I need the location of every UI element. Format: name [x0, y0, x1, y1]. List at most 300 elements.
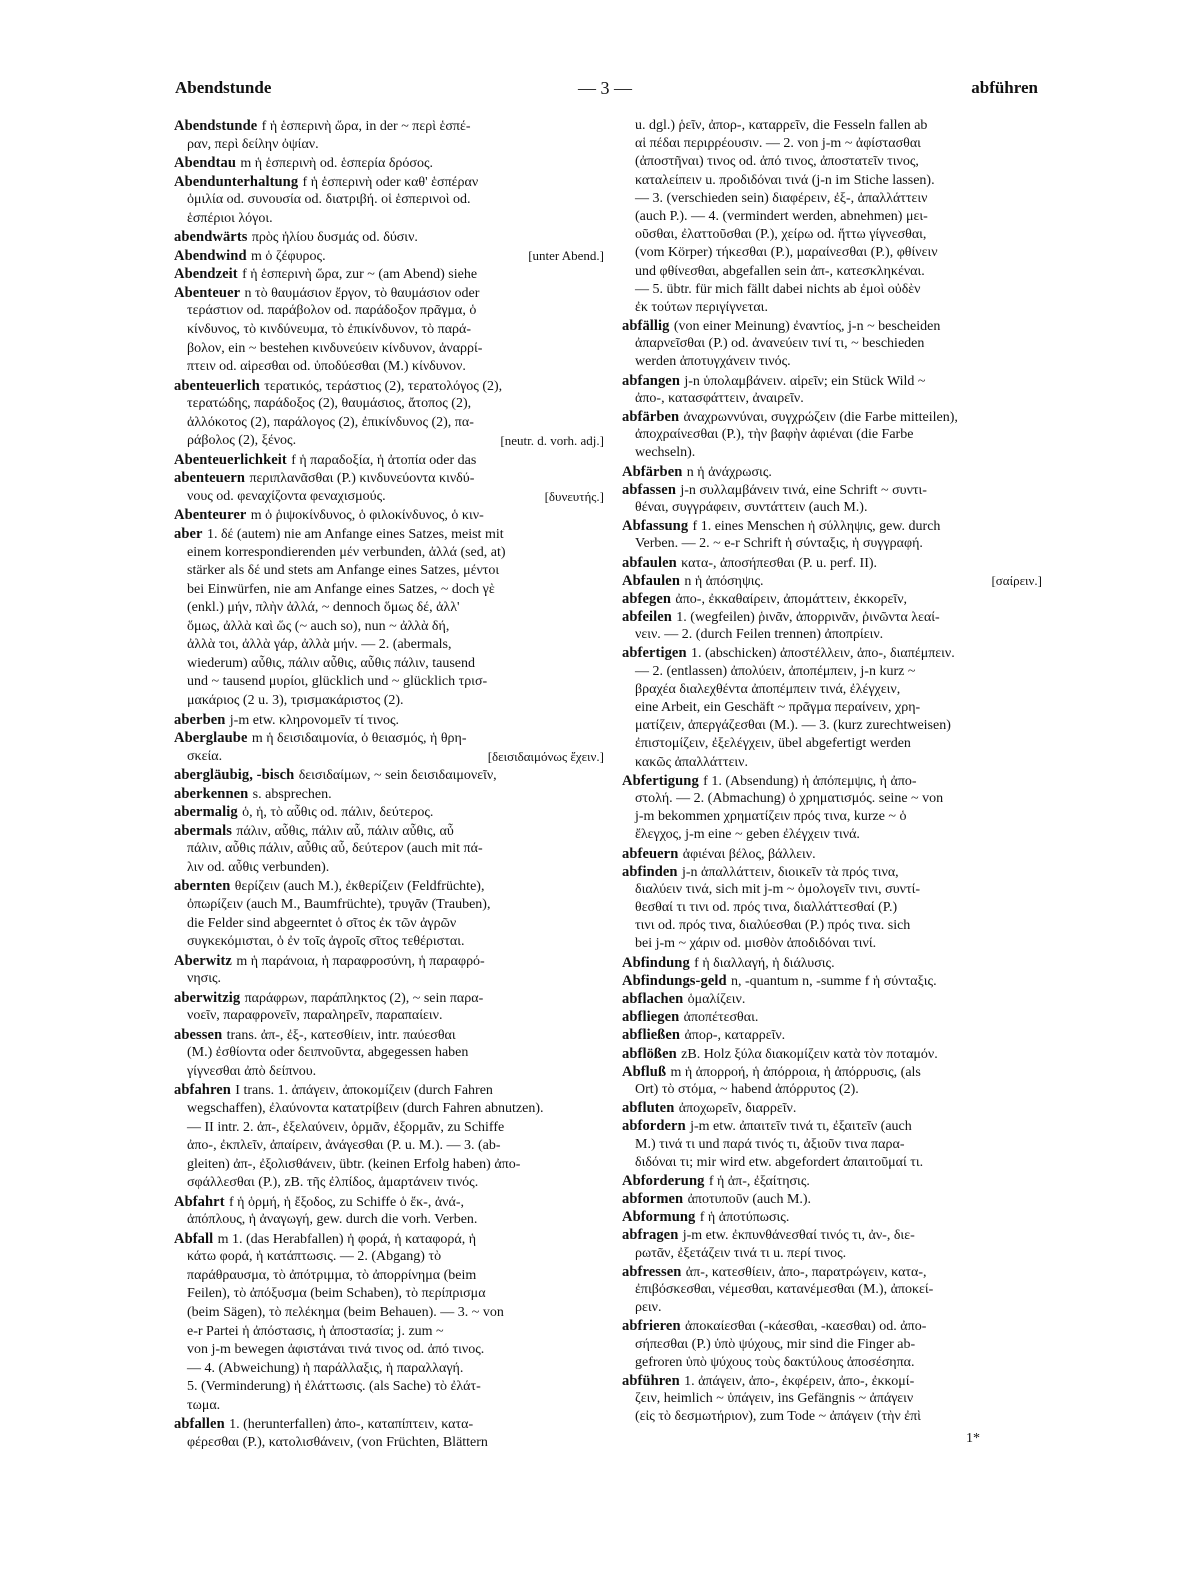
continuation-line: [622, 426, 1042, 444]
headword: abfließen: [622, 1027, 681, 1044]
entry-text: ρειν.: [635, 1300, 662, 1316]
continuation-line: [622, 735, 1042, 753]
entry-line: [622, 1008, 1042, 1026]
entry-text: zB. Holz ξύλα διακομίζειν κατὰ τὸν ποταμόν.: [681, 1046, 938, 1062]
line-content: [174, 265, 477, 285]
headword: abfragen: [622, 1227, 679, 1244]
line-content: [622, 590, 907, 609]
entry-text: — II intr. 2. ἀπ-, ἐξελαύνειν, ὁρμᾶν, ἐξορμᾶν, zu Schiffe: [187, 1119, 505, 1135]
entry-text: ἔλεγχος, j-m eine ~ geben ἐλέγχειν τινά.: [635, 827, 860, 843]
continuation-line: [174, 692, 604, 711]
line-content: [174, 1193, 464, 1213]
line-content: [635, 353, 791, 371]
headword: abfliegen: [622, 1009, 680, 1026]
headword: abergläubig, -bisch: [174, 767, 295, 784]
entry-text: bei j-m ~ χάριν od. μισθὸν ἀποδιδόναι τινί.: [635, 936, 877, 952]
entry-text: (auch P.). — 4. (vermindert werden, abnehmen) μει-: [635, 208, 928, 224]
line-content: [174, 1230, 476, 1250]
entry-line: [174, 525, 604, 544]
line-content: [187, 1174, 478, 1193]
continuation-line: [174, 488, 604, 507]
line-content: [635, 226, 926, 244]
entry-text: πάλιν, αὖθις πάλιν, αὖθις αὖ, δεύτερον (auch mit πά-: [187, 841, 483, 857]
continuation-line: [174, 191, 604, 210]
bracket-continuation: [δεισιδαιμόνως ἔχειν.]: [487, 748, 604, 764]
entry-text: n, -quantum n, -summe f ἡ σύνταξις.: [731, 973, 937, 989]
line-content: [622, 408, 958, 427]
entry-text: τωμα.: [187, 1397, 221, 1413]
entry-line: [622, 372, 1042, 390]
entry-line: [622, 608, 1042, 626]
continuation-line: [622, 935, 1042, 953]
entry-text: f ἡ παραδοξία, ἡ ἀτοπία oder das: [291, 452, 477, 468]
entry-text: παράθραυσμα, τὸ ἀπότριμμα, τὸ ἀπορρίνημα (beim: [187, 1267, 477, 1283]
entry-text: σκεία.: [187, 748, 223, 764]
continuation-line: [174, 1341, 604, 1360]
entry-text: die Felder sind abgeerntet ὁ σῖτος ἐκ τῶν ἀγρῶν: [187, 915, 457, 931]
line-content: [635, 935, 876, 953]
headword: abfaulen: [622, 554, 677, 571]
entry-text: νησις.: [187, 971, 222, 987]
continuation-line: [174, 673, 604, 692]
line-content: [187, 618, 449, 637]
entry-text: e-r Partei ἡ ἀπόστασις, ἡ ἀποστασία; j. zum ~: [187, 1323, 444, 1339]
headword: Abfall: [174, 1230, 214, 1247]
continuation-line: [174, 933, 604, 952]
line-content: [635, 1245, 846, 1263]
entry-text: θέναι, συγγράφειν, συντάττειν (auch M.).: [635, 499, 868, 515]
line-content: [622, 845, 816, 864]
continuation-line: [174, 1211, 604, 1230]
bracket-continuation: [neutr. d. vorh. adj.]: [500, 433, 604, 449]
line-content: [187, 1285, 486, 1304]
line-content: [635, 390, 804, 408]
line-content: [174, 822, 454, 842]
entry-text: ὁμιλία od. συνουσία od. διατριβή. οἱ ἑσπερινοὶ od.: [187, 192, 471, 208]
continuation-line: [622, 190, 1042, 208]
headword: abführen: [622, 1372, 680, 1389]
line-content: [622, 1045, 938, 1064]
entry-text: — 3. (verschieden sein) διαφέρειν, ἐξ-, ἀπαλλάττειν: [635, 190, 928, 206]
line-content: [187, 1397, 220, 1416]
continuation-line: [174, 1156, 604, 1175]
entry-text: θερίζειν (auch M.), ἐκθερίζειν (Feldfrüchte),: [234, 879, 485, 895]
continuation-line: [174, 1304, 604, 1323]
entry-text: νειν. — 2. (durch Feilen trennen) ἀποπρίειν.: [635, 627, 884, 643]
entry-text: trans. ἀπ-, ἐξ-, κατεσθίειν, intr. παύεσθαι: [226, 1027, 456, 1043]
entry-line: [622, 990, 1042, 1008]
line-content: [622, 954, 835, 973]
headword: Abfärben: [622, 463, 683, 480]
bracket-continuation: [σαίρειν.]: [991, 572, 1042, 588]
entry-text: und ~ tausend μυρίοι, glücklich und ~ glücklich τρισ-: [187, 674, 488, 690]
entry-line: [622, 1099, 1042, 1117]
entry-text: τερατικός, τεράστιος (2), τερατολόγος (2),: [264, 378, 503, 394]
line-content: [187, 1323, 444, 1342]
entry-text: ἀπαρνεῖσθαι (P.) od. ἀνανεύειν τινί τι, ~ beschieden: [635, 336, 925, 352]
line-content: [635, 808, 907, 826]
entry-text: (εἰς τὸ δεσμωτήριον), zum Tode ~ ἀπάγειν (τὴν ἐπὶ: [635, 1409, 921, 1425]
continuation-line: [622, 117, 1042, 135]
entry-text: m ἡ παράνοια, ἡ παραφροσύνη, ἡ παραφρό-: [236, 953, 485, 969]
entry-text: ἐκ τούτων περιγίγνεται.: [635, 299, 768, 315]
continuation-line: [174, 562, 604, 581]
headword: abfangen: [622, 372, 681, 389]
entry-line: [174, 1193, 604, 1212]
headword: abfällig: [622, 318, 670, 335]
entry-text: δεισιδαίμων, ~ sein δεισιδαιμονεῖν,: [298, 768, 497, 784]
line-content: [635, 190, 928, 208]
entry-text: ράβολος (2), ξένος.: [187, 433, 297, 449]
headword: abermalig: [174, 804, 238, 821]
entry-line: [622, 1263, 1042, 1281]
line-content: [187, 395, 471, 414]
entry-text: bei Einwürfen, nie am Anfange eines Satzes, ~ doch γὲ: [187, 581, 495, 597]
continuation-line: [174, 1267, 604, 1286]
line-content: [622, 972, 937, 991]
continuation-line: [174, 636, 604, 655]
entry-text: s. absprechen.: [252, 786, 332, 802]
headword: abflachen: [622, 991, 684, 1007]
line-content: [187, 210, 273, 229]
continuation-line: [174, 321, 604, 340]
line-content: [635, 1081, 859, 1099]
entry-text: ὁ, ἡ, τὸ αὖθις od. πάλιν, δεύτερος.: [242, 805, 434, 821]
line-content: [622, 1117, 912, 1136]
line-content: [635, 281, 921, 299]
entry-text: 1. (herunterfallen) ἀπο-, καταπίπτειν, κατα-: [229, 1417, 474, 1433]
entry-text: m 1. (das Herabfallen) ἡ φορά, ἡ καταφορά, ἡ: [217, 1231, 477, 1247]
entry-text: πάλιν, αὖθις, πάλιν αὖ, πάλιν αὖθις, αὖ: [236, 823, 454, 839]
headword: abfallen: [174, 1416, 225, 1433]
headword: Abfahrt: [174, 1193, 225, 1210]
line-content: [187, 840, 483, 859]
continuation-line: [174, 1248, 604, 1267]
entry-text: παράφρων, παράπληκτος (2), ~ sein παρα-: [244, 990, 484, 1006]
line-content: [187, 970, 221, 989]
continuation-line: [174, 840, 604, 859]
continuation-line: [174, 1360, 604, 1379]
continuation-line: [622, 1299, 1042, 1317]
entry-text: ἀλλὰ τοι, ἀλλὰ γάρ, ἀλλὰ μήν. — 2. (abermals,: [187, 637, 452, 653]
headword: abfassen: [622, 481, 676, 498]
entry-line: [174, 989, 604, 1008]
line-content: [622, 463, 772, 482]
entry-line: [174, 117, 604, 136]
entry-line: [174, 803, 604, 822]
line-content: [635, 899, 897, 917]
continuation-line: [622, 1354, 1042, 1372]
line-content: [622, 517, 940, 536]
continuation-line: [174, 618, 604, 637]
continuation-line: [622, 1390, 1042, 1408]
entry-text: ἀναχρωννύναι, συγχρώζειν (die Farbe mitteilen),: [683, 410, 958, 425]
continuation-line: [174, 1063, 604, 1082]
headword: abfinden: [622, 863, 678, 880]
line-content: [187, 859, 329, 878]
line-content: [174, 154, 433, 174]
line-content: [622, 1317, 926, 1336]
continuation-line: [174, 414, 604, 433]
entry-text: σήπεσθαι (P.) ὑπὸ ψύχους, mir sind die Finger ab-: [635, 1336, 916, 1352]
continuation-line: [622, 208, 1042, 226]
continuation-line: [622, 263, 1042, 281]
line-content: [622, 990, 745, 1009]
line-content: [187, 414, 474, 433]
line-content: [174, 525, 504, 545]
entry-line: [622, 317, 1042, 335]
entry-text: γίγνεσθαι ἀπὸ δείπνου.: [187, 1063, 317, 1079]
continuation-line: [174, 1174, 604, 1193]
continuation-line: [622, 808, 1042, 826]
continuation-line: [622, 244, 1042, 262]
headword: abenteuern: [174, 470, 246, 487]
entry-line: [174, 822, 604, 841]
line-content: [622, 1063, 921, 1082]
continuation-line: [622, 1081, 1042, 1099]
line-content: [187, 673, 487, 692]
continuation-line: [174, 896, 604, 915]
entry-line: [622, 1208, 1042, 1226]
line-content: [187, 1341, 484, 1360]
headword: Abendwind: [174, 247, 247, 264]
headword: Abforderung: [622, 1172, 705, 1189]
continuation-line: [174, 1119, 604, 1138]
continuation-line: [174, 340, 604, 359]
entry-line: [622, 972, 1042, 990]
continuation-line: [622, 1281, 1042, 1299]
line-content: [635, 681, 900, 699]
continuation-line: [622, 153, 1042, 171]
entry-text: συγκεκόμισται, ὁ ἐν τοῖς ἀγροῖς σῖτος τεθέρισται.: [187, 934, 465, 950]
line-content: [174, 173, 478, 193]
entry-text: ἀλλόκοτος (2), παράλογος (2), ἐπικίνδυνος (2), πα-: [187, 414, 474, 430]
line-content: [622, 554, 877, 573]
headword: abfeilen: [622, 609, 672, 626]
entry-text: j-m etw. κληρονομεῖν τί τινος.: [229, 712, 400, 728]
line-content: [635, 1281, 933, 1299]
entry-text: u. dgl.) ῥεῖν, ἀπορ-, καταρρεῖν, die Fesseln fallen ab: [635, 118, 928, 133]
entry-line: [174, 377, 604, 396]
entry-text: αἱ πέδαι περιρρέουσιν. — 2. von j-m ~ ἀφίστασθαι: [635, 136, 921, 152]
headword: abernten: [174, 878, 231, 895]
entry-line: [174, 1415, 604, 1434]
headword: abfegen: [622, 590, 672, 607]
entry-text: wegschaffen), ἐλαύνοντα κατατρίβειν (durch Fahren abnutzen).: [187, 1100, 544, 1116]
continuation-line: [622, 790, 1042, 808]
entry-line: [174, 228, 604, 247]
continuation-line: [622, 899, 1042, 917]
line-content: [174, 785, 332, 805]
headword: abfeuern: [622, 845, 679, 862]
entry-line: [622, 1045, 1042, 1063]
entry-text: f ἡ ἑσπερινὴ oder καθ' ἑσπέραν: [302, 174, 479, 190]
headword: Abendstunde: [174, 118, 258, 134]
line-content: [187, 1267, 476, 1286]
entry-text: einem korrespondierenden μέν verbunden, ἀλλά (sed, at): [187, 544, 506, 560]
line-content: [635, 135, 921, 153]
line-content: [635, 663, 915, 681]
entry-line: [622, 1026, 1042, 1044]
headword: abformen: [622, 1191, 684, 1208]
line-content: [187, 1304, 504, 1323]
continuation-line: [174, 859, 604, 878]
headword: abflößen: [622, 1045, 677, 1062]
line-content: [187, 1211, 477, 1230]
headword: abfluten: [622, 1100, 675, 1117]
entry-line: [174, 247, 604, 266]
entry-line: [622, 954, 1042, 972]
bracket-continuation: [δυνευτής.]: [544, 488, 604, 504]
line-content: [635, 790, 943, 808]
entry-text: — 5. übtr. für mich fällt dabei nichts ab ἐμοὶ οὐδὲν: [635, 281, 921, 297]
entry-text: καταλείπειν u. προδιδόναι τινά (j-n im Stiche lassen).: [635, 172, 935, 188]
line-content: [174, 506, 484, 526]
continuation-line: [174, 432, 604, 451]
line-content: [187, 321, 471, 340]
entry-text: ἀπ-, κατεσθίειν, ἀπο-, παρατρώγειν, κατα-,: [685, 1264, 927, 1280]
continuation-line: [174, 1044, 604, 1063]
line-content: [187, 896, 490, 915]
line-content: [635, 1354, 915, 1372]
entry-text: m ὁ ζέφυρος.: [250, 248, 326, 264]
line-content: [187, 1044, 468, 1063]
headword: abfordern: [622, 1118, 686, 1135]
entry-text: f ἡ ἀποτύπωσις.: [699, 1210, 790, 1226]
entry-line: [622, 517, 1042, 535]
continuation-line: [622, 1154, 1042, 1172]
line-content: [635, 626, 883, 644]
headword: aberben: [174, 711, 226, 728]
entry-line: [174, 711, 604, 730]
line-content: [187, 1063, 316, 1082]
line-content: [174, 377, 502, 397]
entry-text: περιπλανᾶσθαι (P.) κινδυνεύοντα κινδύ-: [249, 471, 475, 487]
continuation-line: [622, 663, 1042, 681]
entry-text: θεσθαί τι τινι od. πρός τινα, διαλλάττεσθαί (P.): [635, 900, 898, 916]
line-content: [187, 562, 499, 581]
line-content: [174, 711, 399, 731]
line-content: [635, 335, 924, 353]
entry-text: j-n ὑπολαμβάνειν. αἱρεῖν; ein Stück Wild ~: [684, 373, 926, 389]
entry-text: f ἡ ἀπ-, ἐξαίτησις.: [708, 1173, 810, 1189]
line-content: [174, 469, 474, 489]
line-content: [187, 581, 495, 600]
continuation-line: [174, 210, 604, 229]
entry-line: [174, 785, 604, 804]
entry-text: von j-m bewegen ἀφιστάναι τινά τινος od. ἀπό τινος.: [187, 1342, 485, 1358]
entry-line: [622, 554, 1042, 572]
continuation-line: [174, 1323, 604, 1342]
line-content: [635, 917, 910, 935]
headword: Abenteurer: [174, 507, 247, 524]
entry-text: ἀποχωρεῖν, διαρρεῖν.: [678, 1101, 797, 1117]
headword: aber: [174, 526, 203, 543]
entry-text: j-m etw. ἀπαιτεῖν τινά τι, ἐξαιτεῖν (auch: [690, 1119, 912, 1135]
entry-text: Ort) τὸ στόμα, ~ habend ἀπόρρυτος (2).: [635, 1081, 859, 1097]
signature-mark: 1*: [966, 1431, 980, 1446]
headword: Abendzeit: [174, 266, 238, 283]
line-content: [174, 877, 484, 897]
line-content: [635, 299, 768, 317]
line-content: [622, 1372, 914, 1391]
line-content: [635, 1299, 661, 1317]
entry-line: [622, 1117, 1042, 1135]
line-content: [174, 117, 471, 137]
continuation-line: [622, 390, 1042, 408]
entry-text: (ἀποστῆναι) τινος od. ἀπό τινος, ἀποστατεῖν τινος,: [635, 154, 919, 170]
continuation-line: [622, 335, 1042, 353]
entry-text: 1. (wegfeilen) ῥινᾶν, ἀπορρινᾶν, ῥινῶντα λεαί-: [676, 610, 940, 626]
line-content: [635, 826, 860, 844]
entry-text: m ἡ ἑσπερινὴ od. ἑσπερία δρόσος.: [240, 156, 434, 172]
entry-text: j-n ἀπαλλάττειν, διοικεῖν τὰ πρός τινα,: [681, 864, 899, 880]
line-content: [187, 655, 475, 674]
line-content: [635, 717, 951, 735]
continuation-line: [622, 699, 1042, 717]
entry-text: ἀπο-, ἐκπλεῖν, ἀπαίρειν, ἀνάγεσθαι (P. u. M.). — 3. (ab-: [187, 1138, 501, 1154]
continuation-line: [622, 826, 1042, 844]
entry-text: (M.) ἐσθίοντα oder δειπνοῦντα, abgegessen haben: [187, 1045, 469, 1061]
entry-text: νους od. φεναχίζοντα φεναχισμούς.: [187, 488, 386, 504]
entry-text: ἐπιβόσκεσθαι, νέμεσθαι, κατανέμεσθαι (M.), ἀποκεί-: [635, 1282, 934, 1297]
line-content: [622, 1226, 915, 1245]
headword: aberkennen: [174, 785, 249, 802]
entry-line: [622, 1190, 1042, 1208]
continuation-line: [174, 136, 604, 155]
entry-text: ρωτᾶν, ἐξετάζειν τινά τι u. περί τινος.: [635, 1245, 847, 1261]
line-content: [622, 481, 927, 500]
line-content: [635, 1408, 921, 1426]
entry-line: [622, 1172, 1042, 1190]
entry-text: wechseln).: [635, 445, 696, 461]
line-content: [635, 426, 913, 444]
entry-text: στολή. — 2. (Abmachung) ὁ χρηματισμός. seine ~ von: [635, 790, 944, 806]
headword: abfressen: [622, 1263, 682, 1280]
continuation-line: [174, 544, 604, 563]
line-content: [187, 1007, 442, 1026]
entry-line: [174, 1230, 604, 1249]
continuation-line: [174, 581, 604, 600]
headword: Aberglaube: [174, 730, 248, 747]
entry-text: f ἡ ὁρμή, ἡ ἔξοδος, zu Schiffe ὁ ἔκ-, ἀνά-,: [229, 1194, 465, 1210]
entry-text: κακῶς ἀπαλλάττειν.: [635, 754, 748, 770]
headword: Abfindung: [622, 954, 690, 971]
continuation-line: [622, 626, 1042, 644]
headword: abfertigen: [622, 645, 687, 662]
left-column: [174, 117, 604, 1452]
continuation-line: [174, 1434, 604, 1453]
line-content: [187, 1119, 504, 1138]
line-content: [187, 915, 456, 934]
line-content: [635, 699, 920, 717]
line-content: [187, 358, 466, 377]
line-content: [622, 772, 917, 791]
entry-line: [174, 506, 604, 525]
headword: Abenteuerlichkeit: [174, 451, 287, 468]
continuation-line: [174, 1378, 604, 1397]
line-content: [174, 766, 497, 786]
entry-text: 5. (Verminderung) ἡ ἐλάττωσις. (als Sache) τὸ ἐλάτ-: [187, 1379, 481, 1395]
line-content: [635, 208, 928, 226]
line-content: [635, 172, 935, 190]
entry-text: τινι od. πρός τινα, διαλύεσθαι (P.) πρός τινα. sich: [635, 918, 911, 934]
continuation-line: [622, 717, 1042, 735]
entry-text: ἀποτυποῦν (auch M.).: [687, 1192, 812, 1208]
entry-line: [174, 1026, 604, 1045]
entry-line: [174, 729, 604, 748]
line-content: [174, 1026, 456, 1046]
